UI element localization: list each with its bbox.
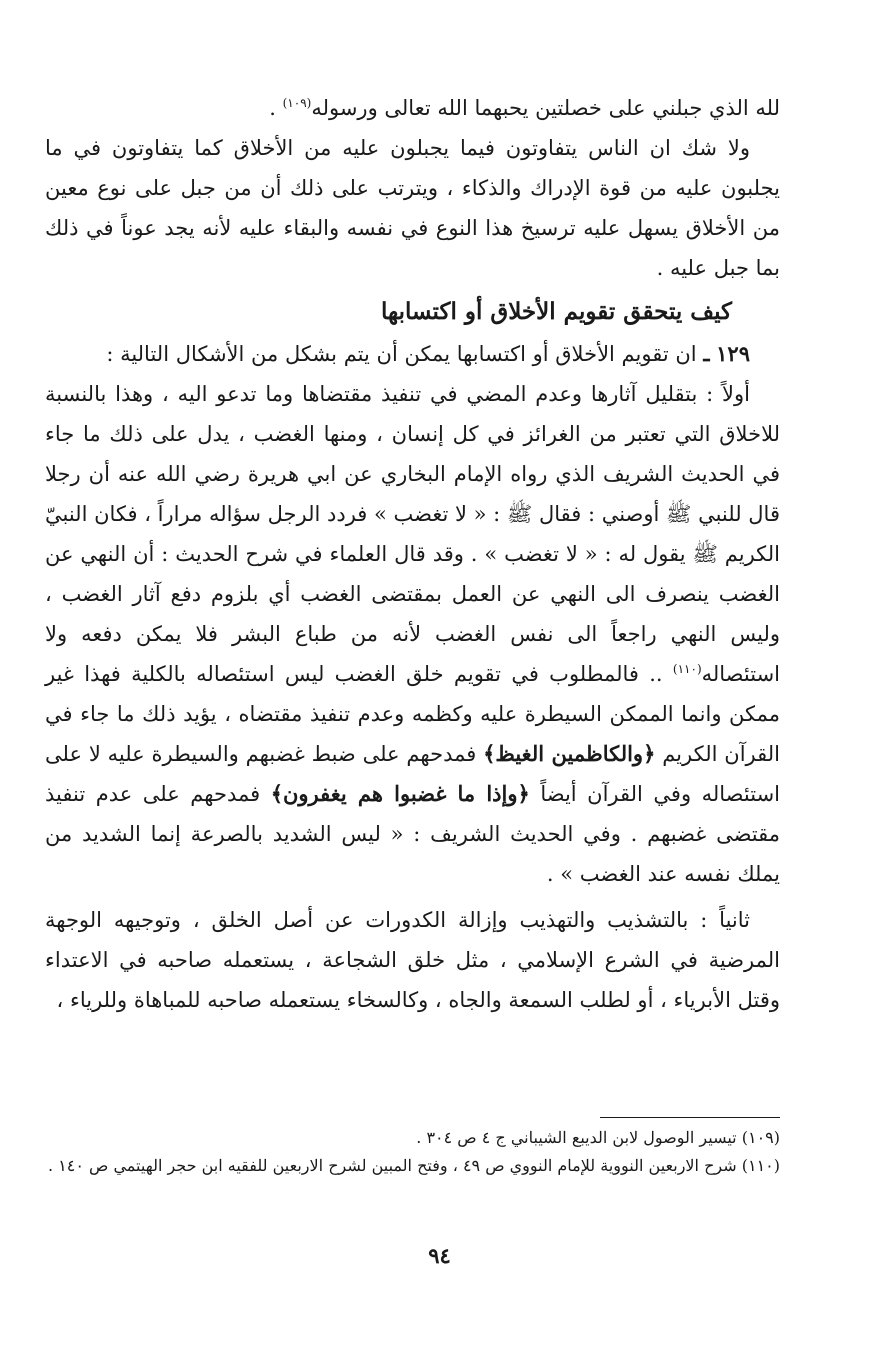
section-intro — [45, 334, 780, 374]
first-text-3: فمدحهم على ضبط غضبهم والسيطرة عليه لا على استئصاله وفي القرآن أيضاً — [45, 742, 780, 806]
paragraph-disposition: ولا شك ان الناس يتفاوتون فيما يجبلون عليه من الأخلاق كما يتفاوتون في ما يجلبون عليه من قوة الإدراك والذكاء ، ويترتب على ذلك أن من جبل على نوع معين من الأخلاق يسهل عليه ترسيخ هذا النوع في نفسه والبقاء عليه لأنه يجد عوناً في ذلك بما جبل عليه . — [45, 136, 780, 280]
paragraph-end: . — [269, 96, 283, 120]
paragraph-first-method — [45, 374, 780, 894]
footnote-ref-110[interactable]: (١١٠) — [672, 662, 702, 676]
section-heading: كيف يتحقق تقويم الأخلاق أو اكتسابها — [381, 298, 732, 325]
first-text-2: .. فالمطلوب في تقويم خلق الغضب ليس استئصاله بالكلية فهذا غير ممكن وانما الممكن السيطرة عليه وكظمه وعدم تنفيذ مقتضاه ، يؤيد ذلك ما جاء في القرآن الكريم — [45, 662, 780, 766]
footnote-ref-109[interactable]: (١٠٩) — [282, 96, 312, 110]
footnote-110: (١١٠) شرح الاربعين النووية للإمام النووي ص ٤٩ ، وفتح المبين لشرح الاربعين للفقيه ابن حجر الهيتمي ص ١٤٠ . — [47, 1156, 780, 1175]
paragraph-text: لله الذي جبلني على خصلتين يحبهما الله تعالى ورسوله — [311, 96, 780, 120]
section-number: ١٢٩ — [716, 341, 750, 366]
first-text-1: أولاً : بتقليل آثارها وعدم المضي في تنفيذ مقتضاها وما تدعو اليه ، وهذا بالنسبة للاخلاق التي تعتبر من الغرائز في كل إنسان ، ومنها الغضب ، يدل على ذلك ما جاء في الحديث الشريف الذي رواه الإمام البخاري عن ابي هريرة رضي الله عنه أن رجلا قال للنبي ﷺ أوصني : فقال ﷺ : « لا تغضب » فردد الرجل سؤاله مراراً ، فكان النبيّ الكريم ﷺ يقول له : « لا تغضب » . وقد قال العلماء في شرح الحديث : أن النهي عن الغضب ينصرف الى النهي عن العمل بمقتضى الغضب أي بلزوم دفع آثار الغضب ، وليس النهي راجعاً الى نفس الغضب لأنه من طباع البشر فلا يمكن دفعه ولا استئصاله — [45, 382, 780, 686]
footnotes — [45, 1117, 780, 1180]
page-body — [45, 88, 780, 1020]
footnote-109: (١٠٩) تيسير الوصول لابن الديبع الشيباني ج ٤ ص ٣٠٤ . — [416, 1128, 780, 1147]
section-dash: ـ — [703, 341, 710, 366]
page-number: ٩٤ — [428, 1243, 451, 1268]
paragraph-second-method: ثانياً : بالتشذيب والتهذيب وإزالة الكدورات عن أصل الخلق ، وتوجيهه الوجهة المرضية في الشرع الإسلامي ، مثل خلق الشجاعة ، يستعمله صاحبه في الاعتداء وقتل الأبرياء ، أو لطلب السمعة والجاه ، وكالسخاء يستعمله صاحبه للمباهاة وللرياء ، — [45, 908, 780, 1012]
paragraph-continuation — [45, 88, 780, 128]
quran-verse-1: ﴿والكاظمين الغيظ﴾ — [483, 741, 656, 766]
section-text: ان تقويم الأخلاق أو اكتسابها يمكن أن يتم بشكل من الأشكال التالية : — [106, 342, 697, 366]
quran-verse-2: ﴿وإذا ما غضبوا هم يغفرون﴾ — [270, 781, 530, 806]
first-text-4: فمدحهم على عدم تنفيذ مقتضى غضبهم . وفي الحديث الشريف : « ليس الشديد بالصرعة إنما الشديد من يملك نفسه عند الغضب » . — [45, 782, 780, 886]
footnote-divider — [600, 1117, 780, 1118]
